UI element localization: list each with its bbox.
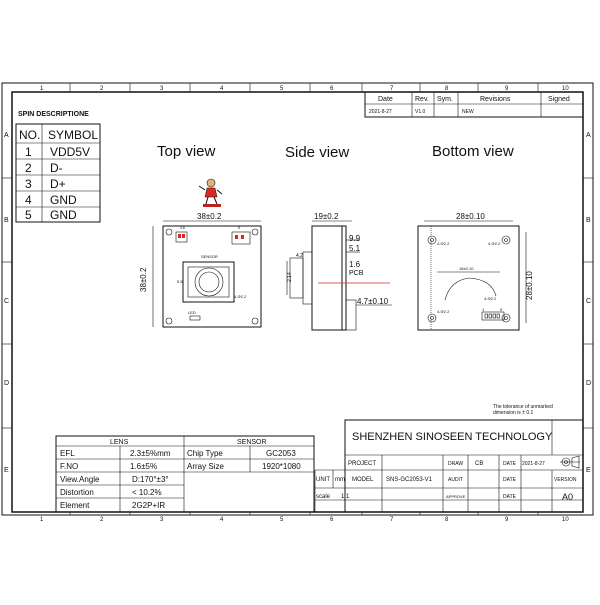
bottom-pin-5: 5 <box>500 307 503 312</box>
model-label: MODEL <box>352 477 374 483</box>
row-label: B <box>4 217 9 224</box>
pin-no: 5 <box>25 208 32 222</box>
top-led-label: LED <box>188 310 196 315</box>
date-label: DATE <box>503 461 516 467</box>
row-label: D <box>586 380 592 387</box>
side-dim-1.6: 1.6 <box>349 260 361 269</box>
audit-label: AUDIT <box>448 477 463 483</box>
sensor-header: SENSOR <box>237 439 267 446</box>
unit-value: mm <box>335 477 345 483</box>
unit-label: UNIT <box>316 477 330 483</box>
row-label: A <box>586 132 591 139</box>
pin-symbol: VDD5V <box>50 145 91 159</box>
col-label: 5 <box>280 517 284 523</box>
col-label: 6 <box>330 86 334 92</box>
tolerance-note-line2: dimension is ± 0.1 <box>493 410 534 416</box>
top-view-title: Top view <box>157 143 216 160</box>
draw-label: DRAW <box>448 461 464 467</box>
projection-symbol-icon <box>560 456 580 468</box>
date-label: DATE <box>503 494 516 500</box>
side-dim-2.14: 2.14 <box>287 272 293 282</box>
sensor-param: Array Size <box>187 462 224 471</box>
rev-note: NEW <box>462 109 474 115</box>
version-value: A0 <box>562 492 574 502</box>
pin-table <box>16 111 100 222</box>
row-label: C <box>586 298 592 305</box>
bottom-height-dim: 28±0.10 <box>525 271 534 300</box>
scale-value: 1:1 <box>341 494 350 500</box>
pin-symbol: GND <box>50 193 77 207</box>
pin-header-no: NO. <box>19 128 41 142</box>
pin-header-symbol: SYMBOL <box>48 128 99 142</box>
pin-no: 3 <box>25 177 32 191</box>
pin-symbol: D+ <box>50 177 66 191</box>
col-label: 7 <box>390 86 394 92</box>
bottom-pin-1: 1 <box>482 307 485 312</box>
side-dim-19: 19±0.2 <box>314 212 339 221</box>
col-label: 7 <box>390 517 394 523</box>
lens-value: D:170°±3° <box>132 475 169 484</box>
row-label: A <box>4 132 9 139</box>
col-label: 9 <box>505 86 509 92</box>
scale-label: scale <box>316 494 331 500</box>
pin-table-title: SPIN DESCRIPTIONE <box>18 111 89 118</box>
pin-symbol: GND <box>50 208 77 222</box>
row-label: E <box>4 467 9 474</box>
rev-header-rev: Rev. <box>415 96 429 103</box>
title-block <box>315 420 583 512</box>
row-label: E <box>586 467 591 474</box>
top-pad-label: 4.6 <box>180 226 185 230</box>
lens-value: 2.3±5%mm <box>130 449 171 458</box>
rev-header-signed: Signed <box>548 96 570 103</box>
rev-header-revisions: Revisions <box>480 96 511 103</box>
lens-param: View.Angle <box>60 475 100 484</box>
sensor-value: 1920*1080 <box>262 462 301 471</box>
bottom-view-title: Bottom view <box>432 143 514 160</box>
col-label: 10 <box>562 86 569 92</box>
project-label: PROJECT <box>348 461 377 467</box>
top-pad-label: 5 <box>238 226 240 230</box>
mascot-logo <box>199 179 222 207</box>
sensor-value: GC2053 <box>266 449 296 458</box>
top-hole-label: 4-Φ2.2 <box>234 294 247 299</box>
col-label: 2 <box>100 517 104 523</box>
lens-value: < 10.2% <box>132 488 162 497</box>
model-value: SNS-GC2053-V1 <box>386 477 433 483</box>
draw-value: CB <box>475 461 484 467</box>
lens-value: 1.6±5% <box>130 462 158 471</box>
pin-symbol: D- <box>50 161 63 175</box>
row-label: C <box>4 298 10 305</box>
col-label: 8 <box>445 86 449 92</box>
lens-sensor-table <box>56 436 314 512</box>
row-label: B <box>586 217 591 224</box>
row-label: D <box>4 380 10 387</box>
lens-header: LENS <box>110 439 129 446</box>
col-label: 8 <box>445 517 449 523</box>
col-label: 6 <box>330 517 334 523</box>
col-label: 3 <box>160 517 164 523</box>
rev-date: 2021-8-27 <box>369 109 392 115</box>
top-lens-dim: 5.5 <box>177 279 183 284</box>
side-pcb-label: PCB <box>349 270 364 277</box>
col-label: 3 <box>160 86 164 92</box>
side-dim-4.2: 4.2 <box>296 253 303 259</box>
lens-value: 2G2P+IR <box>132 501 166 510</box>
bottom-hole-label: 4-Φ2.2 <box>437 309 450 314</box>
rev-header-sym: Sym. <box>437 96 453 103</box>
col-label: 1 <box>40 517 44 523</box>
revision-table <box>365 92 583 117</box>
version-label: VERSION <box>554 477 577 483</box>
top-lens-label: SENSOR <box>201 254 218 259</box>
col-label: 2 <box>100 86 104 92</box>
date-value: 2021-8-27 <box>522 461 545 467</box>
approve-label: APPROVE <box>446 494 466 499</box>
bottom-view-drawing <box>418 212 534 330</box>
bottom-width-dim: 28±0.10 <box>456 212 485 221</box>
bottom-hole-label: 4-Φ2.2 <box>484 296 497 301</box>
top-height-dim: 38±0.2 <box>139 267 148 292</box>
col-label: 4 <box>220 86 224 92</box>
pin-no: 2 <box>25 161 32 175</box>
side-view-drawing <box>287 212 392 330</box>
company-name: SHENZHEN SINOSEEN TECHNOLOGY <box>352 431 553 443</box>
bottom-center-dim: 18±0.10 <box>459 266 474 271</box>
rev-version: V1.0 <box>415 109 426 115</box>
lens-param: Element <box>60 501 90 510</box>
rev-header-date: Date <box>378 96 393 103</box>
pin-no: 4 <box>25 193 32 207</box>
col-label: 4 <box>220 517 224 523</box>
lens-param: EFL <box>60 449 75 458</box>
side-view-title: Side view <box>285 144 350 161</box>
col-label: 5 <box>280 86 284 92</box>
bottom-hole-label: 4-Φ2.2 <box>437 241 450 246</box>
top-view-drawing <box>139 179 261 327</box>
lens-param: F.NO <box>60 462 79 471</box>
side-dim-5.1: 5.1 <box>349 244 361 253</box>
col-label: 10 <box>562 517 569 523</box>
top-width-dim: 38±0.2 <box>197 212 222 221</box>
bottom-hole-label: 4-Φ2.2 <box>488 241 501 246</box>
col-label: 9 <box>505 517 509 523</box>
sensor-param: Chip Type <box>187 449 223 458</box>
tolerance-note-line1: The tolerance of unmarked <box>493 404 553 410</box>
col-label: 1 <box>40 86 44 92</box>
side-dim-9.9: 9.9 <box>349 234 361 243</box>
side-dim-4.7: 4.7±0.10 <box>357 297 389 306</box>
date-label: DATE <box>503 477 516 483</box>
pin-no: 1 <box>25 145 32 159</box>
lens-param: Distortion <box>60 488 94 497</box>
